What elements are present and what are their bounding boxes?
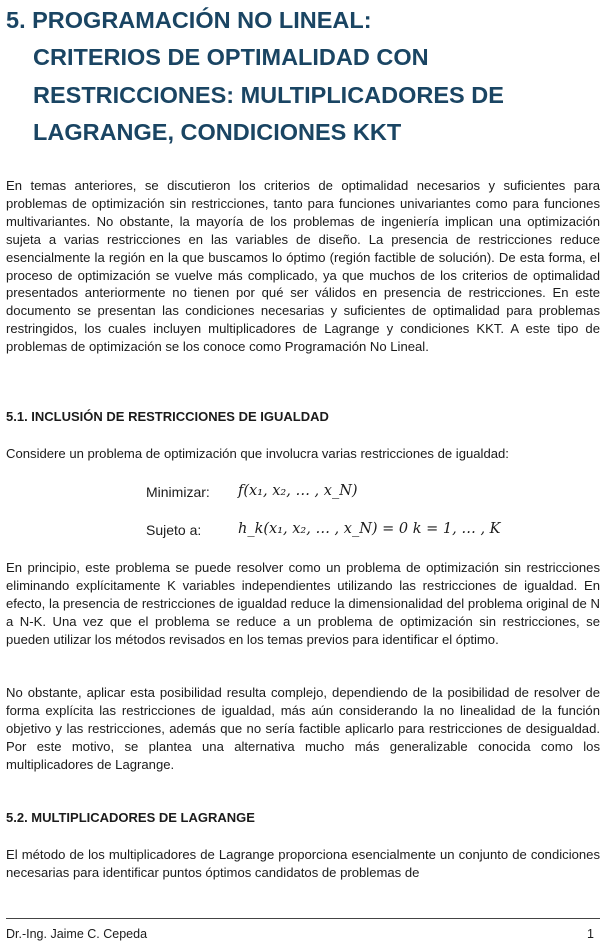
constraint-formula-text: h_k(x₁, x₂, … , x_N) = 0 k = 1, … , K xyxy=(238,521,501,537)
objective-formula-text: f(x₁, x₂, … , x_N) xyxy=(238,483,358,499)
document-title xyxy=(6,2,596,151)
section-2-heading: 5.2. MULTIPLICADORES DE LAGRANGE xyxy=(6,810,255,825)
section-1-lead: Considere un problema de optimización que involucra varias restricciones de igualdad: xyxy=(6,446,509,461)
section-1-heading: 5.1. INCLUSIÓN DE RESTRICCIONES DE IGUALDAD xyxy=(6,409,329,424)
title-line-1: 5. PROGRAMACIÓN NO LINEAL: xyxy=(6,7,372,33)
section-1-paragraph-1: En principio, este problema se puede resolver como un problema de optimización sin restricciones eliminando explícitamente K variables independientes utilizando las restricciones de igualdad. En efecto, la presencia de restricciones de igualdad reduce la dimensionalidad del problema original de N a N-K. Una vez que el problema se reduce a un problema de optimización sin restricciones, se pueden utilizar los métodos revisados en los temas previos para identificar el óptimo. xyxy=(6,560,600,647)
title-line-3: RESTRICCIONES: MULTIPLICADORES DE xyxy=(33,81,504,108)
footer-divider xyxy=(6,918,600,919)
footer-author: Dr.-Ing. Jaime C. Cepeda xyxy=(6,927,148,941)
intro-paragraph: En temas anteriores, se discutieron los criterios de optimalidad necesarios y suficientes para problemas de optimización sin restricciones, tanto para funciones univariantes como para funciones multivariantes. No obstante, la mayoría de los problemas de ingeniería implican una optimización sujeta a varias restricciones en las variables de diseño. La presencia de restricciones reduce esencialmente la región en la que buscamos lo óptimo (región factible de solución). De esta forma, el proceso de optimización se vuelve más complicado, ya que muchos de los criterios de optimalidad presentados anteriormente no tienen por qué ser válidos en presencia de restricciones. En este documento se presentan las condiciones necesarias y suficientes de optimalidad para problemas restringidos, los cuales incluyen multiplicadores de Lagrange y condiciones KKT. A este tipo de problemas de optimización se los conoce como Programación No Lineal. xyxy=(6,178,600,355)
minimize-label: Minimizar: xyxy=(146,484,210,500)
page-number: 1 xyxy=(587,927,594,941)
section-1-paragraph-2: No obstante, aplicar esta posibilidad resulta complejo, dependiendo de la posibilidad de resolver de forma explícita las restricciones de igualdad, más aún considerando la no linealidad de la función objetivo y las restricciones, además que no sería factible aplicarlo para restricciones de desigualdad. Por este motivo, se plantea una alternativa mucho más generalizable conocida como los multiplicadores de Lagrange. xyxy=(6,685,600,772)
subject-to-label: Sujeto a: xyxy=(146,522,202,538)
title-line-4: LAGRANGE, CONDICIONES KKT xyxy=(33,118,402,145)
constraint-formula xyxy=(238,521,501,537)
objective-formula xyxy=(238,483,358,499)
section-2-paragraph-1: El método de los multiplicadores de Lagrange proporciona esencialmente un conjunto de condiciones necesarias para identificar puntos óptimos candidatos de problemas de xyxy=(6,847,600,880)
title-line-2: CRITERIOS DE OPTIMALIDAD CON xyxy=(33,44,429,71)
